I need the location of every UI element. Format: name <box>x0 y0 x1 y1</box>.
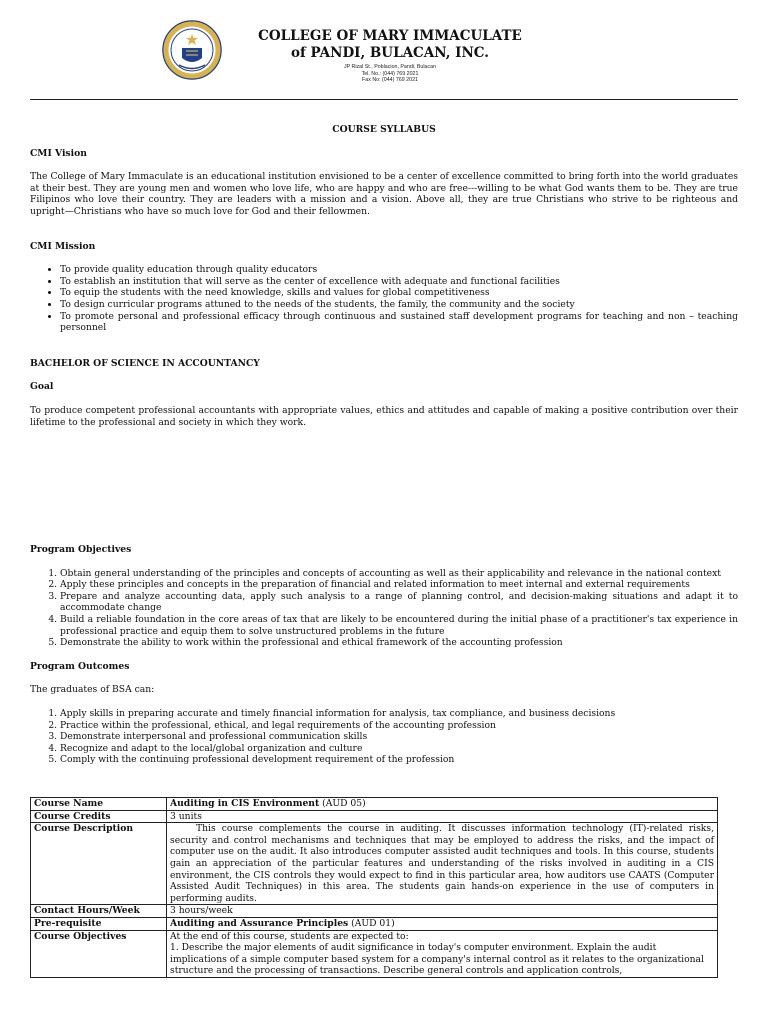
course-name-label: Course Name <box>31 798 167 811</box>
college-name <box>235 28 545 62</box>
letterhead <box>0 14 768 94</box>
table-row <box>31 810 718 823</box>
program-outcomes-heading: Program Outcomes <box>30 660 130 672</box>
prerequisite-label: Pre-requisite <box>31 917 167 930</box>
contact-hours-value: 3 hours/week <box>167 905 718 918</box>
program-outcome-item: 4. Recognize and adapt to the local/global organization and culture <box>60 743 738 755</box>
course-objective-item: 1. Describe the major elements of audit significance in today's computer environment. Explain the audit implications of a simple computer based system for a company's internal control as it relates to the organizational structure and the processing of transactions. Describe general controls and application controls, <box>170 942 704 977</box>
course-name-cell <box>167 798 718 811</box>
college-address: JP Rizal St., Poblacion, Pandi, Bulacan <box>343 64 437 70</box>
course-description-value: This course complements the course in auditing. It discusses information technology (IT)-related risks, security and control mechanisms and techniques that may be employed to address the risks, and the impact of computer use on the audit. It also introduces computer assisted audit techniques and tools. In this course, students gain an appreciation of the particular features and understanding of the risks involved in auditing in a CIS environment, the CIS controls they would expect to find in this particular area, how auditors use CAATS (Computer Assisted Audit Techniques) in this area. The students gain hands-on experience in the use of computers in performing audits. <box>170 823 714 904</box>
program-objectives-heading: Program Objectives <box>30 544 132 556</box>
mission-item: • To promote personal and professional efficacy through continuous and sustained staff development programs for teaching and non – teaching personnel <box>60 311 738 334</box>
contact-hours-label: Contact Hours/Week <box>31 905 167 918</box>
prerequisite-code: (AUD 01) <box>351 917 395 929</box>
table-row <box>31 905 718 918</box>
program-heading: BACHELOR OF SCIENCE IN ACCOUNTANCY <box>30 357 260 369</box>
program-outcome-item: 2. Practice within the professional, ethical, and legal requirements of the accounting profession <box>60 720 738 732</box>
program-objective-item: 4. Build a reliable foundation in the core areas of tax that are likely to be encountered during the initial phase of a practitioner's tax experience in professional practice and equip them to solve unstructured problems in the future <box>60 614 738 637</box>
prerequisite-cell <box>167 917 718 930</box>
mission-list <box>30 264 738 334</box>
course-description-label: Course Description <box>31 823 167 905</box>
header-divider <box>30 99 738 100</box>
program-objective-item: 5. Demonstrate the ability to work within the professional and ethical framework of the accounting profession <box>60 637 738 649</box>
table-row <box>31 823 718 905</box>
course-code: (AUD 05) <box>322 798 366 809</box>
document-title: COURSE SYLLABUS <box>332 124 436 135</box>
course-objectives-intro: At the end of this course, students are expected to: <box>170 930 409 942</box>
mission-item: • To provide quality education through quality educators <box>60 264 738 276</box>
course-credits-value: 3 units <box>167 810 718 823</box>
table-row <box>31 930 718 977</box>
college-name-line1: COLLEGE OF MARY IMMACULATE <box>258 28 522 44</box>
mission-item: • To equip the students with the need knowledge, skills and values for global competitiveness <box>60 287 738 299</box>
vision-text: The College of Mary Immaculate is an educational institution envisioned to be a center of excellence committed to bring forth into the world graduates at their best. They are young men and women who love life, who are happy and who are free---willing to be what God wants them to be. They are true Filipinos who love their country. They are leaders with a mission and a vision. Above all, they are true Christians who strive to be righteous and upright—Christians who have so much love for God and their fellowmen. <box>30 171 738 217</box>
table-row <box>31 798 718 811</box>
college-fax: Fax No: (044) 769 2021 <box>362 77 418 84</box>
course-name-value: Auditing in CIS Environment <box>170 798 320 809</box>
mission-item: • To design curricular programs attuned to the needs of the students, the family, the community and the society <box>60 299 738 311</box>
program-objective-item: 3. Prepare and analyze accounting data, apply such analysis to a range of planning control, and decision-making situations and adapt it to accommodate change <box>60 591 738 614</box>
syllabus-body <box>30 118 738 766</box>
college-address-block <box>235 64 545 84</box>
vision-heading: CMI Vision <box>30 147 87 159</box>
program-outcomes-intro: The graduates of BSA can: <box>30 684 155 696</box>
course-objectives-label: Course Objectives <box>31 930 167 977</box>
mission-item: • To establish an institution that will serve as the center of excellence with adequate and functional facilities <box>60 276 738 288</box>
goal-heading: Goal <box>30 381 54 393</box>
program-objectives-list <box>30 568 738 649</box>
table-row <box>31 917 718 930</box>
course-credits-label: Course Credits <box>31 810 167 823</box>
mission-heading: CMI Mission <box>30 240 96 252</box>
college-name-line2: of PANDI, BULACAN, INC. <box>290 45 490 61</box>
program-outcome-item: 5. Comply with the continuing professional development requirement of the profession <box>60 754 738 766</box>
course-info-table <box>30 797 718 978</box>
course-description-cell <box>167 823 718 905</box>
prerequisite-value: Auditing and Assurance Principles <box>170 917 349 929</box>
goal-text: To produce competent professional accountants with appropriate values, ethics and attitudes and capable of making a positive contribution over their lifetime to the professional and society in which they work. <box>30 404 738 428</box>
program-outcomes-list <box>30 708 738 766</box>
course-objectives-cell <box>167 930 718 977</box>
program-outcome-item: 1. Apply skills in preparing accurate and timely financial information for analysis, tax compliance, and business decisions <box>60 708 738 720</box>
program-outcome-item: 3. Demonstrate interpersonal and professional communication skills <box>60 731 738 743</box>
college-tel: Tel. No.: (044) 769 2021 <box>361 70 419 77</box>
program-objective-item: 1. Obtain general understanding of the principles and concepts of accounting as well as their applicability and relevance in the national context <box>60 568 738 580</box>
college-seal-icon <box>162 20 222 80</box>
program-objective-item: 2. Apply these principles and concepts in the preparation of financial and related information to meet internal and external requirements <box>60 579 738 591</box>
